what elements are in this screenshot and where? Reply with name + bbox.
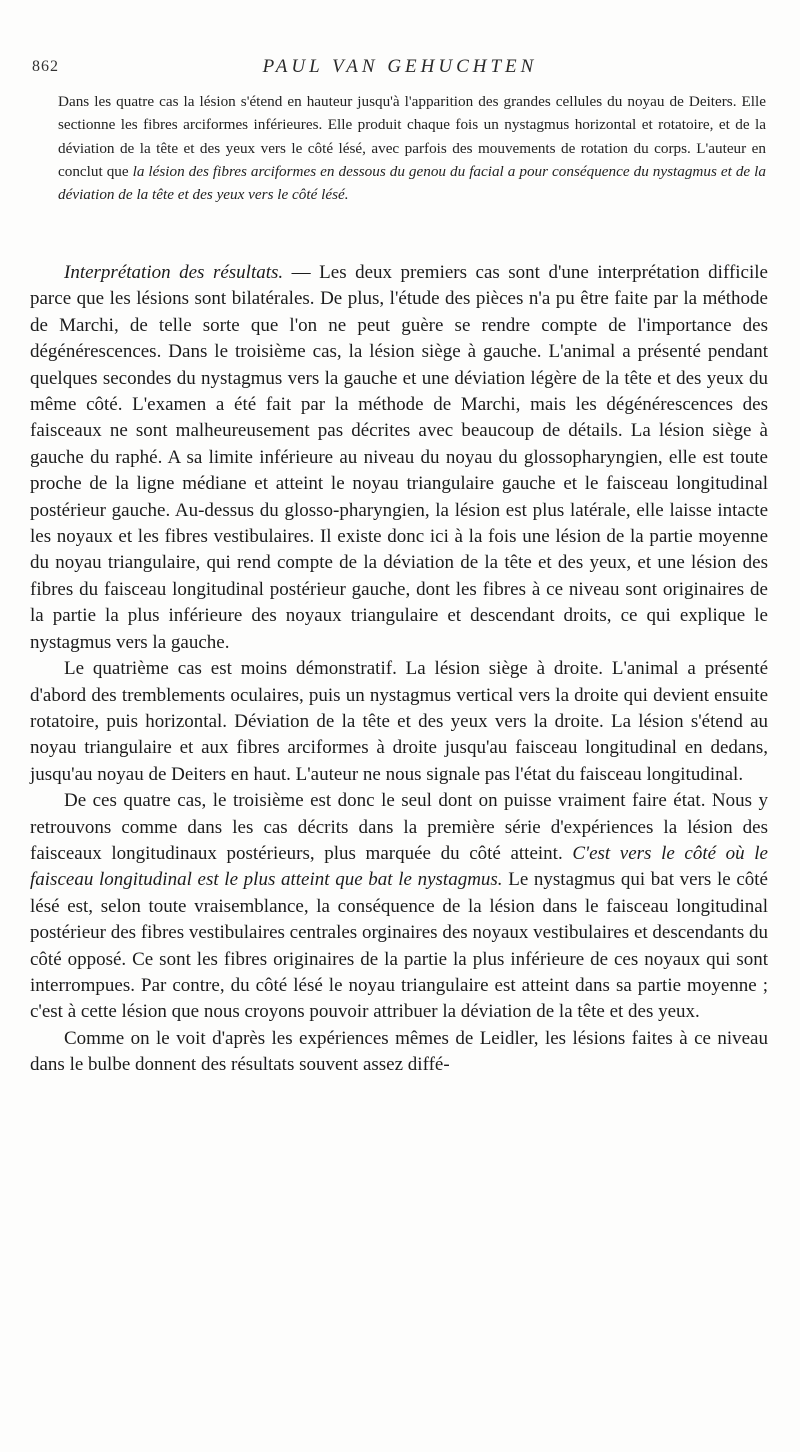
summary-text-regular: Dans les quatre cas la lésion s'étend en hauteur jusqu'à l'apparition des grandes cellules du noyau de Deiters. Elle sectionne les fibres arciformes inférieures. Elle produit chaque fois un nystagmus horizontal et rotatoire, et de la déviation de la tête et des yeux vers le côté lésé, avec parfois des mouvements de rotation du corps. L'auteur en conclut que — [58, 93, 766, 180]
paragraph-interpretation — [30, 260, 768, 656]
paragraph-text: Comme on le voit d'après les expériences mêmes de Leidler, les lésions faites à ce niveau dans le bulbe donnent des résultats souvent assez diffé- — [30, 1027, 768, 1076]
paragraph-italic-emphasis: C'est vers le côté où le faisceau longitudinal est le plus atteint que bat le nystagmus. — [30, 842, 768, 891]
summary-conclusion-italic: la lésion des fibres arciformes en dessous du genou du facial a pour conséquence du nystagmus et de la déviation de la tête et des yeux vers le côté lésé. — [58, 162, 766, 204]
paragraph-conclusion — [30, 788, 768, 1026]
paragraph-text: De ces quatre cas, le troisième est donc le seul dont on puisse vraiment faire état. Nous y retrouvons comme dans les cas décrits dans la première série d'expériences la lésion des faisceaux longitudinaux postérieurs, plus marquée du côté atteint. — [30, 790, 768, 864]
paragraph-text: — Les deux premiers cas sont d'une interprétation difficile parce que les lésions sont bilatérales. De plus, l'étude des pièces n'a pu être faite par la méthode de Marchi, de telle sorte que l'on ne peut guère se rendre compte de l'importance des dégénérescences. Dans le troisième cas, la lésion siège à gauche. L'animal a présenté pendant quelques secondes du nystagmus vers la gauche et une déviation légère de la tête et des yeux du même côté. L'examen a été fait par la méthode de Marchi, mais les dégénérescences des faisceaux ne sont malheureusement pas décrites avec beaucoup de détails. La lésion siège à gauche du raphé. A sa limite inférieure au niveau du noyau du glossopharyngien, elle est toute proche de la ligne médiane et atteint le noyau triangulaire gauche et le faisceau longitudinal postérieur gauche. Au-dessus du glosso-pharyngien, la lésion est plus latérale, elle laisse intacte les noyaux et les fibres vestibulaires. Il existe donc ici à la fois une lésion de la partie moyenne du noyau triangulaire, qui rend compte de la déviation de la tête et des yeux, et une lésion des fibres du faisceau longitudinal postérieur gauche, dont les fibres à ce niveau sont originaires de la partie la plus inférieure des noyaux triangulaire et descendant droits, ce qui explique le nystagmus vers la gauche. — [30, 262, 768, 653]
main-body — [30, 260, 768, 1079]
paragraph-text: Le nystagmus qui bat vers le côté lésé est, selon toute vraisemblance, la conséquence de la lésion dans le faisceau longitudinal postérieur des fibres vestibulaires centrales orginaires des noyaux vestibulaires et descendants du côté opposé. Ce sont les fibres originaires de la partie la plus inférieure de ces noyaux qui sont interrompues. Par contre, du côté lésé le noyau triangulaire est atteint dans sa partie moyenne ; c'est à cette lésion que nous croyons pouvoir attribuer la déviation de la tête et des yeux. — [30, 869, 768, 1023]
section-heading-italic: Interprétation des résultats. — [64, 262, 284, 283]
summary-text — [58, 90, 766, 206]
summary-paragraph — [58, 90, 766, 206]
paragraph-text: Le quatrième cas est moins démonstratif. La lésion siège à droite. L'animal a présenté d'abord des tremblements oculaires, puis un nystagmus vertical vers la droite qui devient ensuite rotatoire, puis horizontal. Déviation de la tête et des yeux vers la droite. La lésion s'étend au noyau triangulaire et aux fibres arciformes à droite jusqu'au faisceau longitudinal en dedans, jusqu'au noyau de Deiters en haut. L'auteur ne nous signale pas l'état du faisceau longitudinal. — [30, 658, 768, 785]
page-number: 862 — [32, 58, 59, 75]
running-title: PAUL VAN GEHUCHTEN — [262, 56, 538, 77]
running-head — [30, 52, 770, 80]
paragraph-leidler — [30, 1026, 768, 1079]
paragraph-fourth-case — [30, 656, 768, 788]
